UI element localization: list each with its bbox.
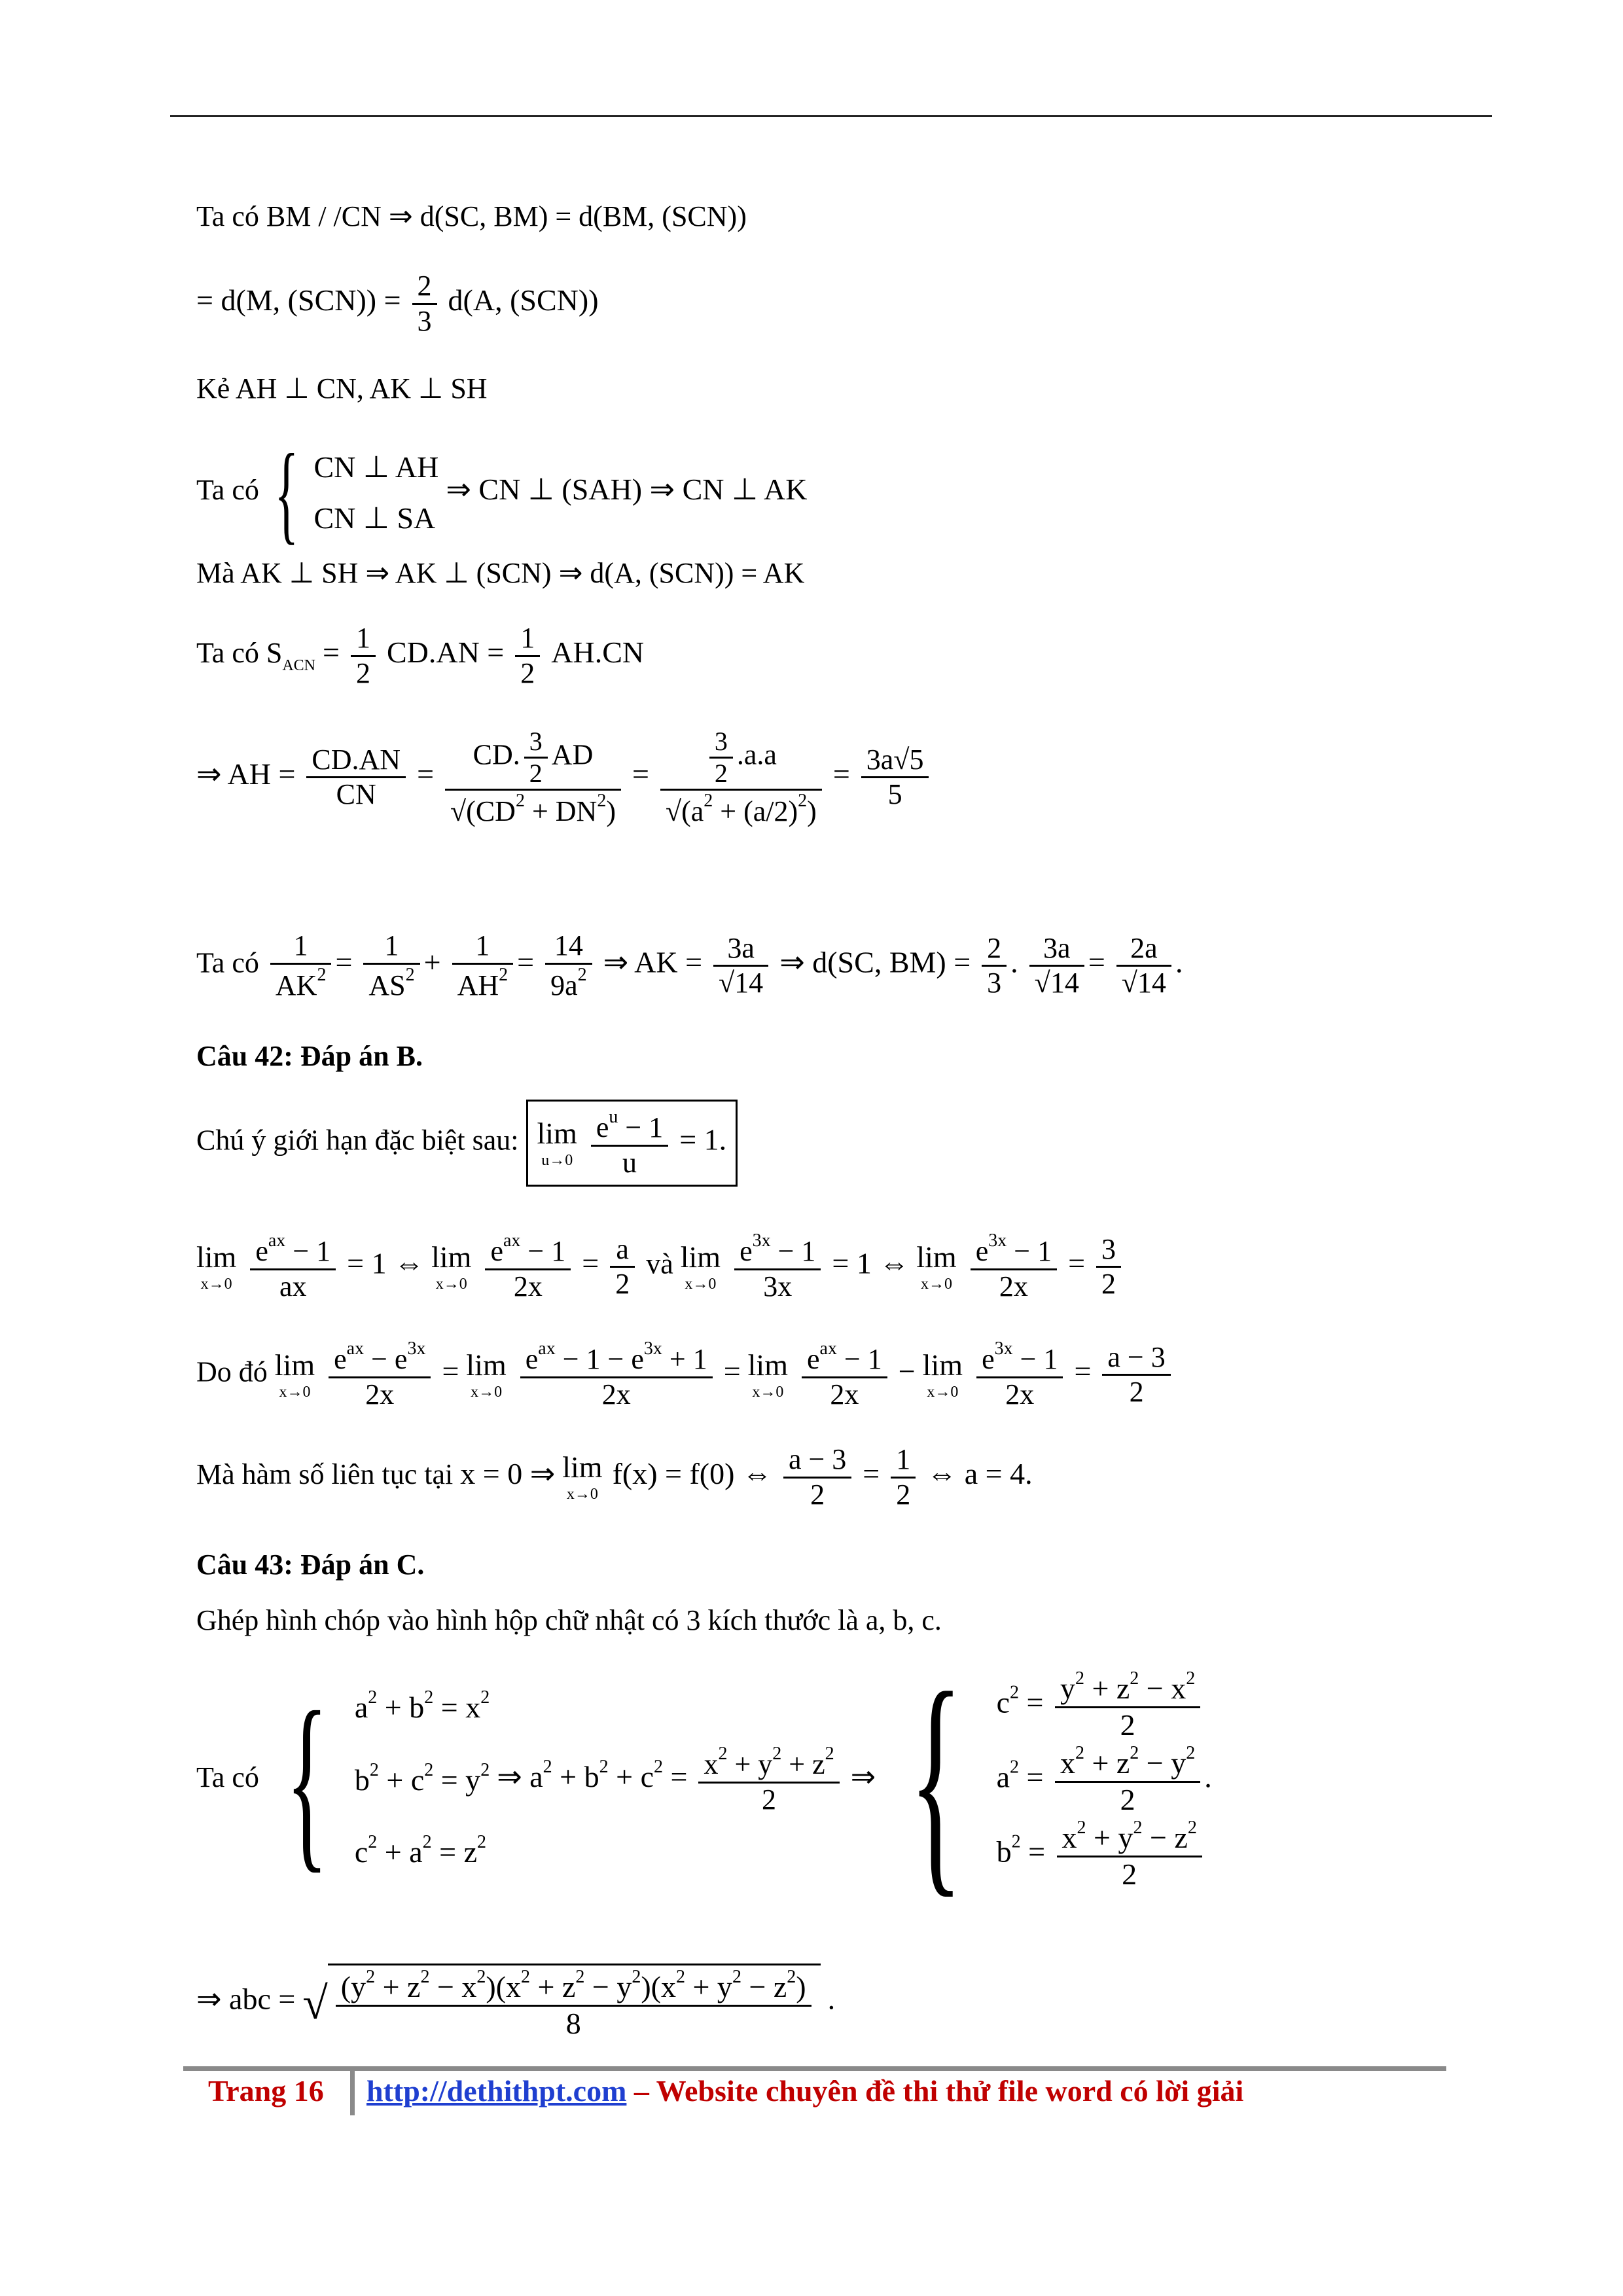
line-text: ⇒ abc = — [196, 1982, 296, 2016]
line-continuity: Mà hàm số liên tục tại x = 0 ⇒ lim x→0 f(x) = f(0) ⇔ $\frac{a - 3}{2}$ = $\frac{1}{2}$ ⇔ a = 4. — [196, 1443, 1033, 1511]
heading-text: Câu 42: Đáp án B. — [196, 1040, 423, 1072]
header-rule — [170, 115, 1492, 117]
line-text: Chú ý giới hạn đặc biệt sau: — [196, 1124, 519, 1157]
footer-rule — [183, 2066, 1446, 2071]
line-area: Ta có $S_{ACN}$ = $\frac{1}{2}$ CD.AN = $\frac{1}{2}$ AH.CN — [196, 622, 645, 689]
line-abc: ⇒ abc = √ $\frac{(y^2 + z^2 - x^2)(x^2 + z^2 - y^2)(x^2 + y^2 - z^2)}{8}$ . — [196, 1964, 835, 2041]
line-text: Ta có — [196, 474, 259, 507]
sqrt-expression: √ $\frac{(y^2 + z^2 - x^2)(x^2 + z^2 - y^2)(x^2 + y^2 - z^2)}{8}$ — [302, 1964, 820, 2041]
line-ah: ⇒ AH = $\frac{CD.AN}{CN}$ = CD. $\frac{3}{2}$ AD $√(CD^2 + DN^2)$ = $\frac{3}{2}$ .a.a $√(a^2 + (a/2)^2)$ = $\frac{3a√5}{5}$ — [196, 726, 933, 829]
subscript: ACN — [282, 657, 316, 675]
line-limits-1: lim x→0 $e^{ax} - 1$ ax = 1 ⇔ lim x→0 $e^{ax} - 1$ 2x = $\frac{a}{2}$ và lim x→0 $\frac{e^{3x} - 1}{3x}$ = 1 ⇔ lim x→0 $\frac{e^{3x} - 1}{2x}$ = $\frac{3}{2}$ — [196, 1230, 1125, 1303]
line-ak: Ta có $\frac{1}{AK^2}$ = $\frac{1}{AS^2}$ + $\frac{1}{AH^2}$ = $\frac{14}{9a^2}$ ⇒ AK = $\frac{3a}{√14}$ ⇒ d(SC, BM) = $\frac{2}{3}$ . $\frac{3a}{√14}$ = $\frac{2a}{√14}$ . — [196, 929, 1183, 1001]
line-text: Mà AK ⊥ SH ⇒ AK ⊥ (SCN) ⇒ d(A, (SCN)) = AK — [196, 557, 805, 589]
line-ghep — [196, 1604, 942, 1637]
brace-icon: { — [274, 431, 299, 554]
footer-tagline: – Website chuyên đề thi thử file word có lời giải — [626, 2074, 1244, 2108]
system: $a^2 + b^2 = x^2$ $b^2 + c^2 = y^2$ $c^2 + a^2 = z^2$ — [354, 1687, 490, 1869]
footer-text — [366, 2073, 1243, 2108]
footer-link[interactable]: http://dethithpt.com — [366, 2074, 627, 2108]
sys-row: CN ⊥ SA — [313, 501, 436, 535]
line-text: Ghép hình chóp vào hình hộp chữ nhật có 3 kích thước là a, b, c. — [196, 1604, 942, 1636]
sys-row: CN ⊥ AH — [313, 450, 439, 484]
line-text: ⇒ AH = — [196, 757, 296, 791]
system: $c^2$ = $\frac{y^2 + z^2 - x^2}{2}$ $a^2$ = $\frac{x^2 + z^2 - y^2}{2}$ . $b^2$ = $\frac{x^2 + y^2 - z^2}{2}$ — [996, 1668, 1212, 1891]
line-system-abc: Ta có { $a^2 + b^2 = x^2$ $b^2 + c^2 = y^2$ $c^2 + a^2 = z^2$ ⇒ $a^2 + b^2 + c^2$ = $\frac{x^2 + y^2 + z^2}{2}$ ⇒ { $c^2$ = $\frac{y^2 + z^2 - x^2}{2}$ $a^2$ = $\frac{x^2 + z^2 - y^2}{2}$ . $b^2$ = $\frac{x^2 + y^2 - z^2}{2}$ — [196, 1642, 1212, 1918]
question-43-heading — [196, 1548, 424, 1581]
line-dodo: Do đó lim x→0 $e^{ax} - e^{3x}$ 2x = lim x→0 $e^{ax} - 1 - e^{3x} + 1$ 2x = lim x→0 $e^{ax} - 1$ 2x − lim x→0 $\frac{e^{3x} - 1}{2x}$ = $\frac{a - 3}{2}$ — [196, 1338, 1175, 1411]
line-text: Do đó — [196, 1355, 268, 1388]
system — [313, 442, 438, 544]
line-text: Ta có — [196, 946, 259, 979]
line-text: Kẻ AH ⊥ CN, AK ⊥ SH — [196, 372, 488, 404]
footer-separator — [350, 2068, 355, 2115]
line-text: CD.AN = — [386, 636, 505, 670]
boxed-formula: lim u→0 $\frac{e^u - 1}{u}$ = 1. — [526, 1100, 738, 1187]
line-distance-eq: = d(M, (SCN)) = $\frac{2}{3}$ d(A, (SCN)) — [196, 270, 599, 337]
line-text: Ta có BM / /CN ⇒ d(SC, BM) = d(BM, (SCN)) — [196, 200, 747, 232]
line-text: AH.CN — [551, 636, 645, 670]
heading-text: Câu 43: Đáp án C. — [196, 1549, 425, 1581]
line-text: Mà hàm số liên tục tại — [196, 1458, 454, 1491]
line-ke — [196, 372, 488, 405]
line-ma-ak — [196, 556, 804, 590]
line-system-cn — [196, 431, 808, 554]
question-42-heading — [196, 1039, 423, 1073]
brace-icon: { — [285, 1672, 329, 1889]
line-text: và — [646, 1247, 673, 1280]
line-text: Ta có — [196, 1761, 259, 1794]
line-text: ⇒ CN ⊥ (SAH) ⇒ CN ⊥ AK — [446, 473, 808, 507]
footer-page-number: Trang 16 — [208, 2074, 324, 2108]
line-special-limit — [196, 1100, 738, 1187]
brace-icon: { — [909, 1642, 963, 1918]
line-taco-bm-cn — [196, 200, 747, 233]
